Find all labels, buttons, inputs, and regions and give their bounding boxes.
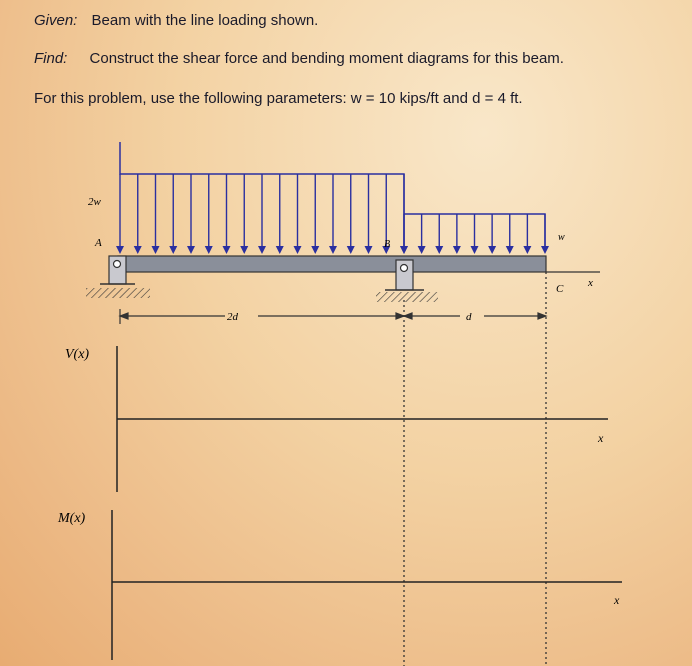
find-label: Find: (34, 50, 68, 67)
load-arrow-w-head (400, 246, 408, 254)
load-arrow-2w-head (169, 246, 177, 254)
load-arrow-w-head (523, 246, 531, 254)
load-arrow-2w-head (240, 246, 248, 254)
load-arrow-2w-head (329, 246, 337, 254)
load-arrow-2w-head (294, 246, 302, 254)
load-arrow-2w-head (258, 246, 266, 254)
load-arrow-w-head (506, 246, 514, 254)
load-arrow-w-head (541, 246, 549, 254)
shear-axis-label: x (598, 431, 604, 445)
load-arrow-w-head (435, 246, 443, 254)
beam-x-label: x (588, 277, 593, 289)
find-text: Construct the shear force and bending moment diagrams for this beam. (89, 50, 564, 67)
load-arrow-w-head (471, 246, 479, 254)
load-arrow-2w-head (187, 246, 195, 254)
load-arrow-2w-head (365, 246, 373, 254)
moment-label: M(x) (58, 511, 86, 526)
shear-label: V(x) (65, 347, 90, 362)
load-arrow-w-head (488, 246, 496, 254)
dim-2d-label: 2d (227, 311, 238, 323)
load-arrow-w-head (418, 246, 426, 254)
load-arrow-2w-head (152, 246, 160, 254)
dimension-d (404, 313, 546, 319)
given-label: Given: (34, 12, 78, 29)
load-w (400, 214, 549, 254)
load-arrow-2w-head (347, 246, 355, 254)
dimension-2d (120, 309, 404, 324)
point-b-label: B (384, 239, 391, 250)
load-right-label: w (558, 232, 565, 243)
load-left-label: 2w (88, 196, 101, 208)
load-arrow-2w-head (223, 246, 231, 254)
load-arrow-2w-head (116, 246, 124, 254)
load-arrow-2w-head (311, 246, 319, 254)
load-2w (116, 142, 408, 254)
moment-axis-label: x (614, 593, 620, 607)
load-arrow-2w-head (205, 246, 213, 254)
load-arrow-2w-head (134, 246, 142, 254)
load-arrow-w-head (453, 246, 461, 254)
dim-d-label: d (466, 311, 472, 323)
load-arrow-2w-head (276, 246, 284, 254)
given-text: Beam with the line loading shown. (91, 12, 319, 29)
params-text: For this problem, use the following parameters: w = 10 kips/ft and d = 4 ft. (34, 90, 523, 107)
point-a-label: A (95, 237, 102, 249)
point-c-label: C (556, 283, 564, 295)
beam (118, 256, 546, 272)
shear-axes (117, 346, 608, 492)
